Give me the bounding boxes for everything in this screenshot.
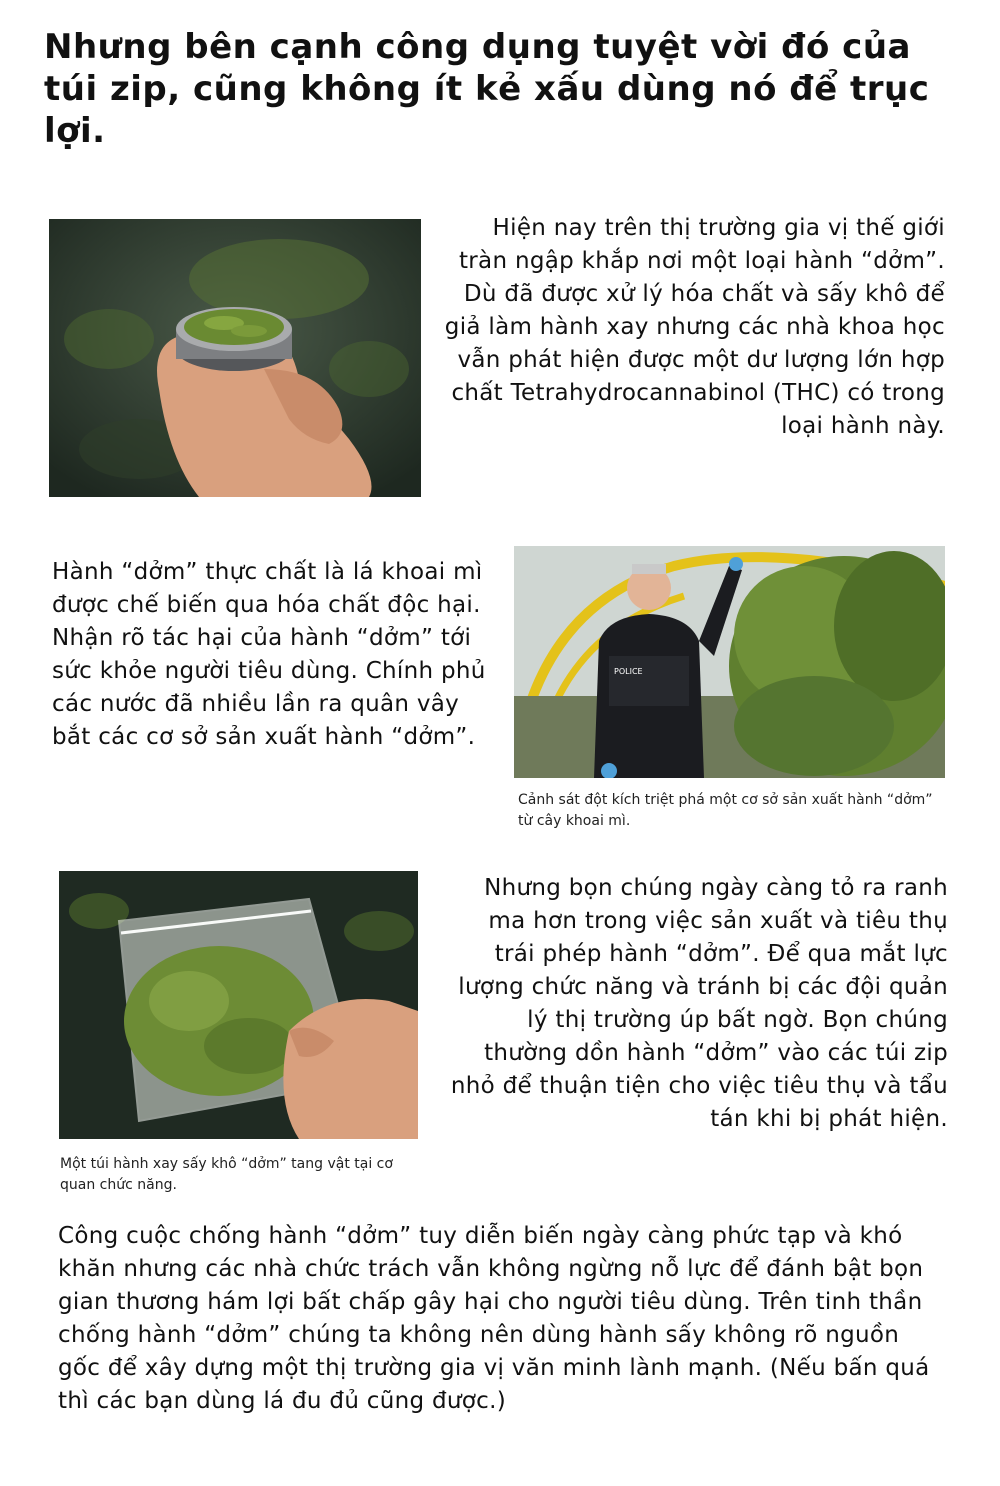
police-badge-label: POLICE <box>614 667 643 676</box>
caption-evidence-bag: Một túi hành xay sấy khô “dởm” tang vật tại cơ quan chức năng. <box>60 1156 393 1193</box>
paragraph-conclusion: Công cuộc chống hành “dởm” tuy diễn biến ngày càng phức tạp và khó khăn nhưng các nhà chức trách vẫn không ngừng nỗ lực để đánh bật bọn gian thương hám lợi bất chấp gây hại cho người tiêu dùng. Trên tinh thần chống hành “dởm” chúng ta không nên dùng hành sấy không rõ nguồn gốc để xây dựng một thị trường gia vị văn minh lành mạnh. (Nếu bấn quá thì các bạn dùng lá đu đủ cũng được.) <box>58 1223 930 1414</box>
paragraph-fake-onion-intro: Hiện nay trên thị trường gia vị thế giới tràn ngập khắp nơi một loại hành “dởm”. Dù đã được xử lý hóa chất và sấy khô để giả làm hành xay nhưng các nhà khoa học vẫn phát hiện được một dư lượng lớn hợp chất Tetrahydrocannabinol (THC) có trong loại hành này. <box>444 215 945 439</box>
paragraph-zip-bag-smuggling: Nhưng bọn chúng ngày càng tỏ ra ranh ma hơn trong việc sản xuất và tiêu thụ trái phép hành “dởm”. Để qua mắt lực lượng chức năng và tránh bị các đội quản lý thị trường úp bất ngờ. Bọn chúng thường dồn hành “dởm” vào các túi zip nhỏ để thuận tiện cho việc tiêu thụ và tẩu tán khi bị phát hiện. <box>450 875 948 1132</box>
police-photo <box>514 546 945 778</box>
caption-police-raid: Cảnh sát đột kích triệt phá một cơ sở sản xuất hành “dởm” từ cây khoai mì. <box>518 792 933 829</box>
paragraph-fake-onion-origin: Hành “dởm” thực chất là lá khoai mì được chế biến qua hóa chất độc hại. Nhận rõ tác hại của hành “dởm” tới sức khỏe người tiêu dùng. Chính phủ các nước đã nhiều lần ra quân vây bắt các cơ sở sản xuất hành “dởm”. <box>52 559 486 750</box>
page-title: Nhưng bên cạnh công dụng tuyệt vời đó của túi zip, cũng không ít kẻ xấu dùng nó để trục lợi. <box>44 27 930 151</box>
zip-bag-photo <box>59 871 418 1139</box>
grinder-photo <box>49 219 421 497</box>
